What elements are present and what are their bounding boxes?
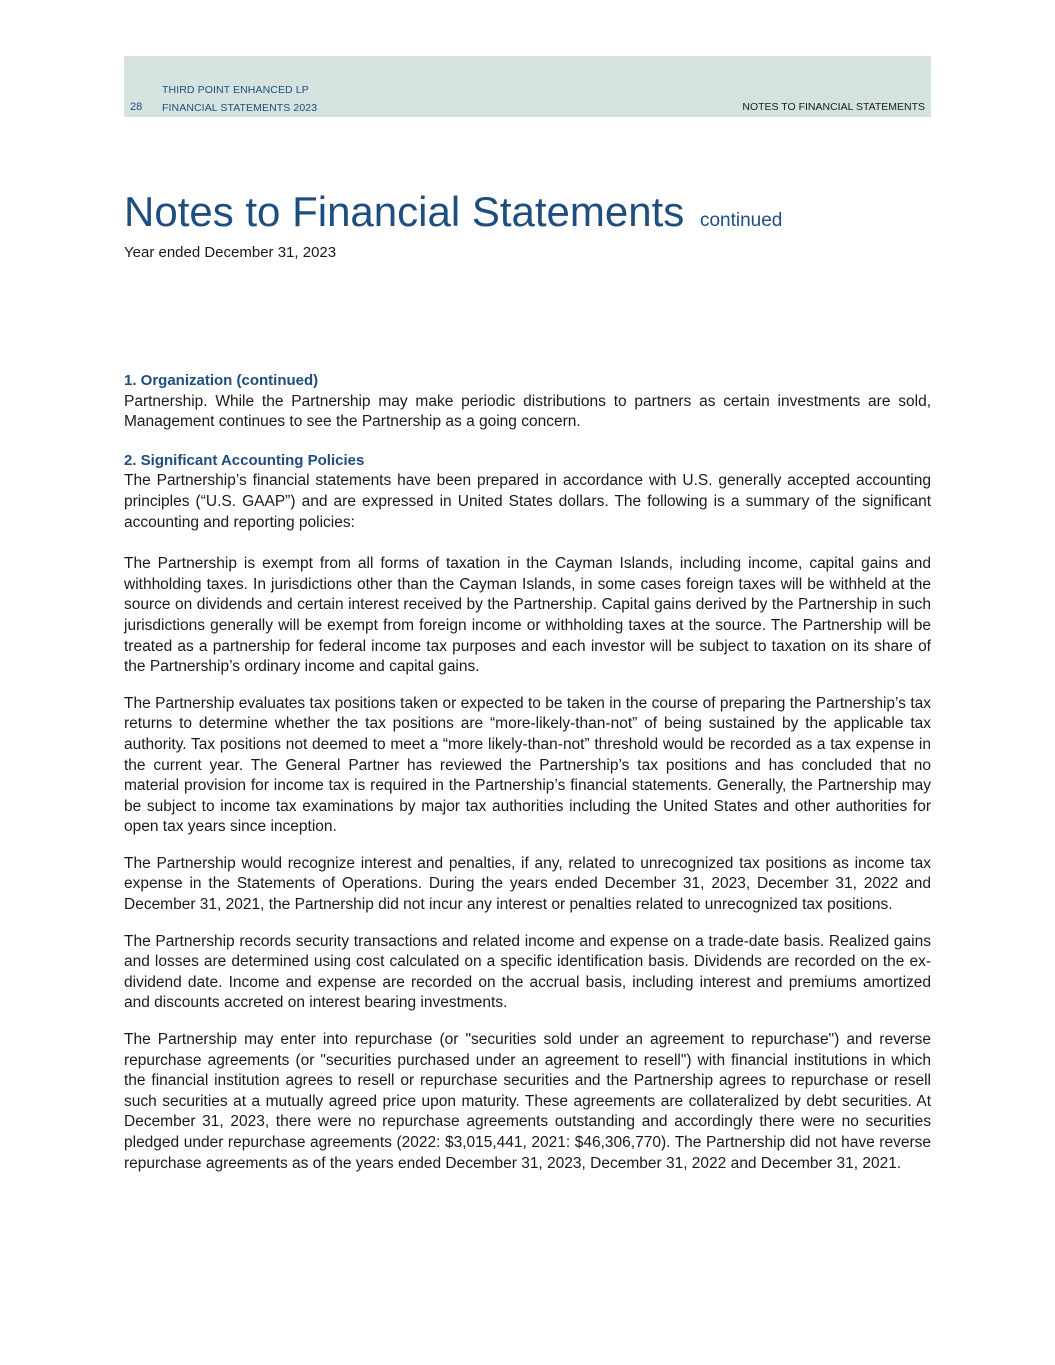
section-label: NOTES TO FINANCIAL STATEMENTS: [742, 101, 925, 113]
document-body: [124, 371, 931, 1174]
page-subtitle: Year ended December 31, 2023: [124, 244, 337, 261]
page-title-continued: continued: [699, 210, 783, 231]
security-transactions-paragraph: The Partnership records security transactions and related income and expense on a trade-date basis. Realized gains and losses are determined using cost calculated on a specific identification basis. Dividends are recorded on the ex-dividend date. Income and expense are recorded on the accrual basis, including interest and premiums amortized and discounts accreted on interest bearing investments.: [124, 932, 931, 1012]
report-title: FINANCIAL STATEMENTS 2023: [162, 102, 318, 114]
page-number: 28: [130, 101, 143, 113]
organization-paragraph: Partnership. While the Partnership may make periodic distributions to partners as certain investments are sold, Management continues to see the Partnership as a going concern.: [124, 392, 931, 431]
repurchase-agreements-paragraph: The Partnership may enter into repurchase (or "securities sold under an agreement to repurchase") and reverse repurchase agreements (or "securities purchased under an agreement to resell") with financial institutions in which the financial institution agrees to resell or repurchase securities and the Partnership agrees to repurchase or resell such securities at a mutually agreed price upon maturity. These agreements are collateralized by debt securities. At December 31, 2023, there were no repurchase agreements outstanding and accordingly there were no securities pledged under repurchase agreements (2022: $3,015,441, 2021: $46,306,770). The Partnership did not have reverse repurchase agreements as of the years ended December 31, 2023, December 31, 2022 and December 31, 2021.: [124, 1031, 931, 1172]
company-name: THIRD POINT ENHANCED LP: [162, 84, 309, 96]
interest-penalties-paragraph: The Partnership would recognize interest and penalties, if any, related to unrecognized tax positions as income tax expense in the Statements of Operations. During the years ended December 31, 2023, December 31, 2022 and December 31, 2021, the Partnership did not incur any interest or penalties related to unrecognized tax positions.: [124, 854, 931, 914]
taxation-paragraph: The Partnership is exempt from all forms of taxation in the Cayman Islands, including income, capital gains and withholding taxes. In jurisdictions other than the Cayman Islands, in some cases foreign taxes will be withheld at the source on dividends and certain interest received by the Partnership. Capital gains derived by the Partnership in such jurisdictions generally will be exempt from foreign income or withholding taxes at the source. The Partnership will be treated as a partnership for federal income tax purposes and each investor will be subject to taxation on its share of the Partnership’s ordinary income and capital gains.: [124, 555, 931, 676]
policies-intro-paragraph: The Partnership’s financial statements have been prepared in accordance with U.S. generally accepted accounting principles (“U.S. GAAP”) and are expressed in United States dollars. The following is a summary of the significant accounting and reporting policies:: [124, 472, 931, 531]
section-heading-organization: 1. Organization (continued): [124, 372, 319, 389]
page-title: [124, 188, 782, 236]
tax-positions-paragraph: The Partnership evaluates tax positions taken or expected to be taken in the course of preparing the Partnership’s tax returns to determine whether the tax positions are “more-likely-than-not” of being sustained by the applicable tax authority. Tax positions not deemed to meet a “more likely-than-not” threshold would be recorded as a tax expense in the current year. The General Partner has reviewed the Partnership’s tax positions and has concluded that no material provision for income tax is required in the Partnership’s financial statements. Generally, the Partnership may be subject to income tax examinations by major tax authorities including the United States and other authorities for open tax years since inception.: [124, 694, 931, 836]
section-heading-accounting-policies: 2. Significant Accounting Policies: [124, 451, 365, 469]
page-title-main: Notes to Financial Statements: [124, 188, 685, 235]
page-header: [124, 56, 931, 117]
